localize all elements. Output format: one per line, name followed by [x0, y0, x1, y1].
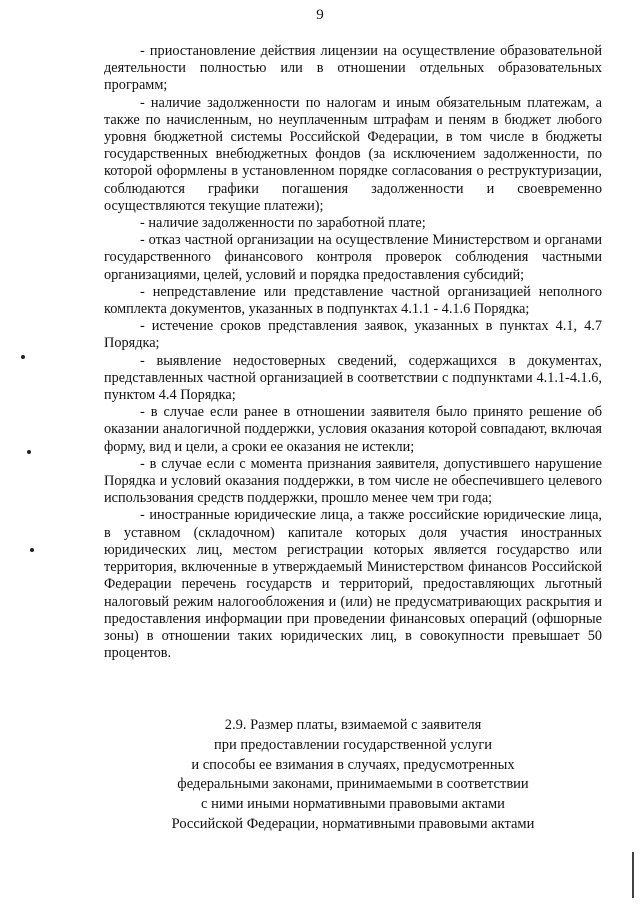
heading-line: Российской Федерации, нормативными правовыми актами: [171, 815, 535, 832]
paragraph: - в случае если с момента признания заявителя, допустившего нарушение Порядка и условий оказания поддержки, в том числе не обеспечившего целевого использования средств поддержки, прошло менее чем три года;: [104, 455, 602, 507]
scan-speck: [30, 548, 34, 552]
scan-speck: [21, 355, 25, 359]
paragraph: - приостановление действия лицензии на осуществление образовательной деятельности полностью или в отношении отдельных образовательных программ;: [104, 43, 602, 94]
paragraph: - истечение сроков представления заявок, указанных в пунктах 4.1, 4.7 Порядка;: [104, 318, 602, 352]
paragraph: - отказ частной организации на осуществление Министерством и органами государственного финансового контроля проверок соблюдения частными организациями, целей, условий и порядка предоставления субсидий;: [104, 232, 602, 283]
heading-line: 2.9. Размер платы, взимаемой с заявителя: [224, 717, 482, 733]
paragraph: - наличие задолженности по налогам и иным обязательным платежам, а также по начисленным, но неуплаченным штрафам и пеням в бюджет любого уровня бюджетной системы Российской Федерации, в том числе в бюджеты государственных внебюджетных фондов (за исключением задолженности, по которой оформлены в установленном порядке согласования о реструктуризации, соблюдаются графики погашения задолженности и своевременно осуществляются текущие платежи);: [104, 94, 602, 214]
heading-line: федеральными законами, принимаемыми в соответствии: [177, 776, 529, 793]
heading-line: при предоставлении государственной услуги: [213, 736, 493, 753]
page-number: 9: [316, 7, 324, 23]
section-heading: [104, 716, 602, 835]
paragraph: - непредставление или представление частной организацией неполного комплекта документов, указанных в подпунктах 4.1.1 - 4.1.6 Порядка;: [104, 283, 602, 318]
heading-line: и способы ее взимания в случаях, предусмотренных: [191, 756, 515, 773]
paragraph: - иностранные юридические лица, а также российские юридические лица, в уставном (складочном) капитале которых доля участия иностранных юридических лиц, местом регистрации которых является государство или территория, включенные в утверждаемый Министерством финансов Российской Федерации перечень государств и территорий, предоставляющих льготный налоговый режим налогообложения и (или) не предусматривающих раскрытия и предоставления информации при проведении финансовых операций (офшорные зоны) в отношении таких юридических лиц, в совокупности превышает 50 процентов.: [104, 507, 602, 662]
paragraph: - в случае если ранее в отношении заявителя было принято решение об оказании аналогичной поддержки, условия оказания которой совпадают, включая форму, вид и цели, а сроки ее оказания не истекли;: [104, 404, 602, 455]
scan-edge-mark: [632, 852, 634, 898]
paragraph: - выявление недостоверных сведений, содержащихся в документах, представленных частной организацией в соответствии с подпунктами 4.1.1-4.1.6, пунктом 4.4 Порядка;: [104, 352, 602, 404]
body-text: [104, 43, 602, 662]
paragraph: - наличие задолженности по заработной плате;: [140, 215, 426, 232]
scan-speck: [27, 450, 31, 454]
heading-line: с ними иными нормативными правовыми актами: [201, 796, 505, 813]
